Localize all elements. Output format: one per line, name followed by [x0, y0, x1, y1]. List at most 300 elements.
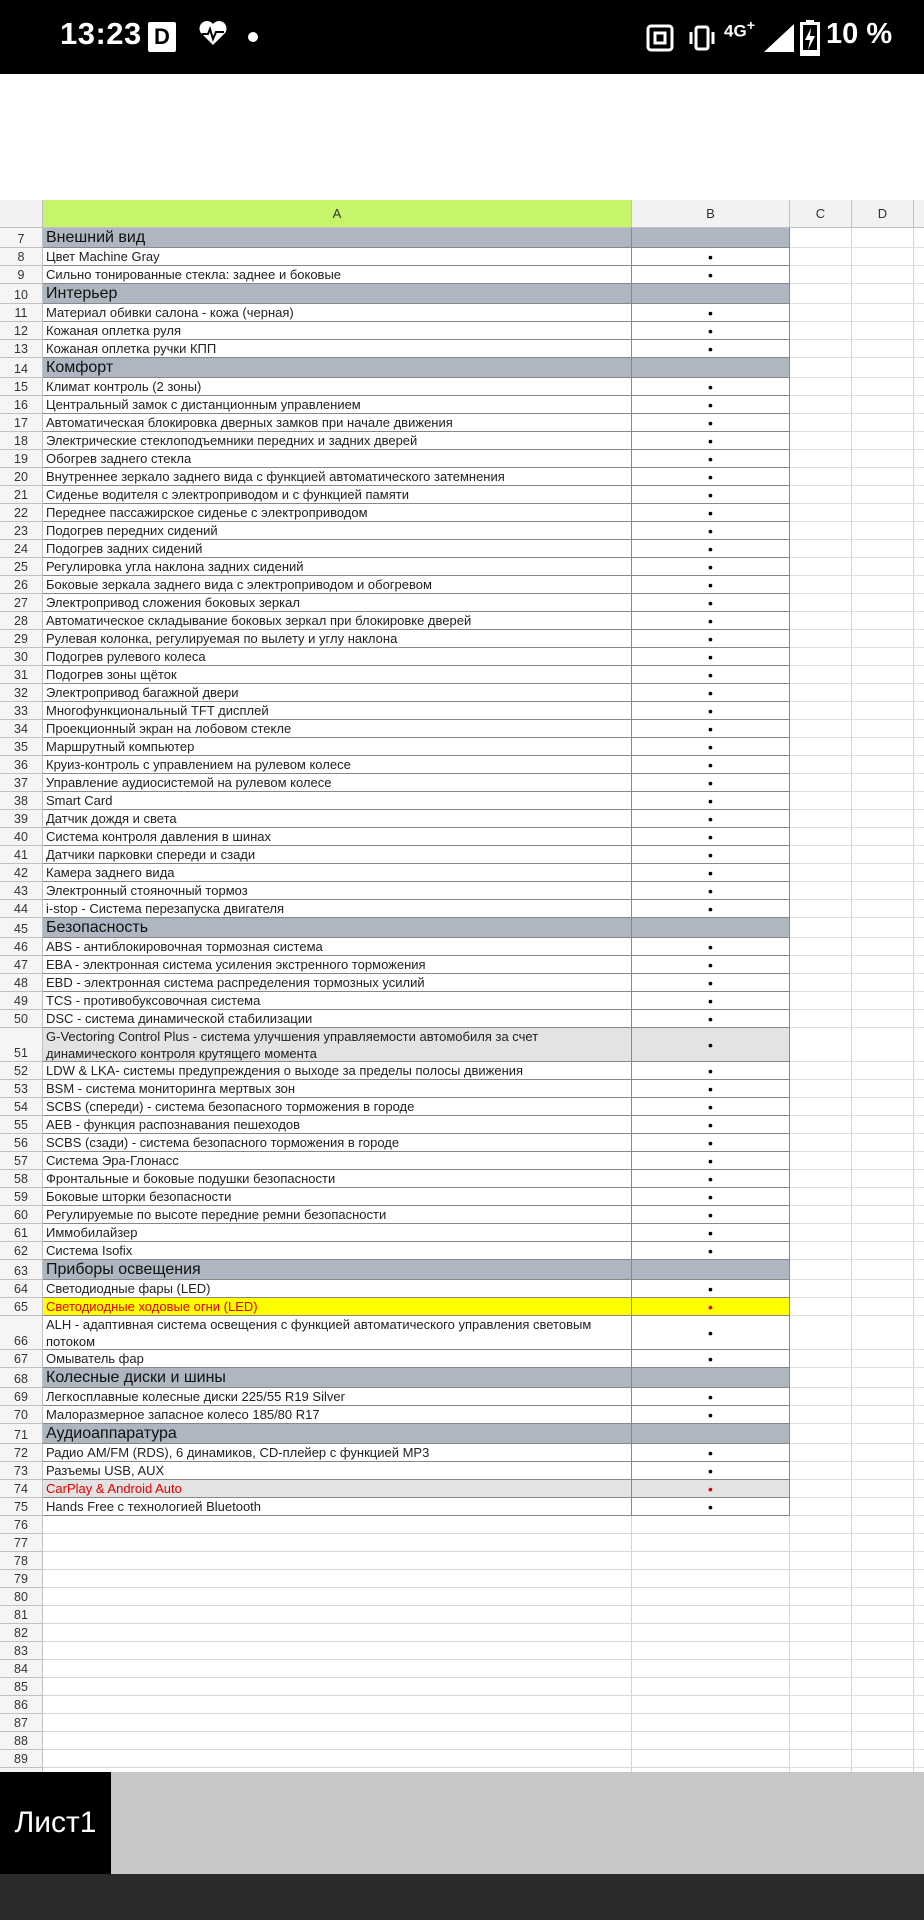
cell-c[interactable] — [790, 992, 852, 1010]
cell-a[interactable]: LDW & LKA- системы предупреждения о выходе за пределы полосы движения — [43, 1062, 632, 1080]
cell-d[interactable] — [852, 284, 914, 304]
row-number[interactable]: 80 — [0, 1588, 43, 1606]
cell-e[interactable] — [914, 1368, 924, 1388]
cell-a[interactable]: Электропривод багажной двери — [43, 684, 632, 702]
cell-a[interactable]: Переднее пассажирское сиденье с электроприводом — [43, 504, 632, 522]
row-number[interactable]: 51 — [0, 1028, 43, 1062]
row-number[interactable]: 55 — [0, 1116, 43, 1134]
cell-a[interactable]: EBD - электронная система распределения тормозных усилий — [43, 974, 632, 992]
cell-d[interactable] — [852, 1388, 914, 1406]
cell-a[interactable]: Датчики парковки спереди и сзади — [43, 846, 632, 864]
cell-c[interactable] — [790, 284, 852, 304]
cell-c[interactable] — [790, 576, 852, 594]
row-number[interactable]: 66 — [0, 1316, 43, 1350]
cell-a[interactable] — [43, 1516, 632, 1534]
cell-d[interactable] — [852, 792, 914, 810]
cell-d[interactable] — [852, 1368, 914, 1388]
cell-d[interactable] — [852, 630, 914, 648]
cell-c[interactable] — [790, 432, 852, 450]
cell-b[interactable]: • — [632, 450, 790, 468]
cell-b[interactable] — [632, 1552, 790, 1570]
cell-c[interactable] — [790, 266, 852, 284]
cell-d[interactable] — [852, 432, 914, 450]
row-number[interactable]: 19 — [0, 450, 43, 468]
row-number[interactable]: 59 — [0, 1188, 43, 1206]
cell-b[interactable]: • — [632, 956, 790, 974]
row-number[interactable]: 73 — [0, 1462, 43, 1480]
row-number[interactable]: 28 — [0, 612, 43, 630]
cell-c[interactable] — [790, 1028, 852, 1062]
cell-e[interactable] — [914, 266, 924, 284]
cell-c[interactable] — [790, 1010, 852, 1028]
cell-e[interactable] — [914, 304, 924, 322]
cell-b[interactable]: • — [632, 756, 790, 774]
cell-b[interactable]: • — [632, 810, 790, 828]
row-number[interactable]: 67 — [0, 1350, 43, 1368]
cell-e[interactable] — [914, 864, 924, 882]
corner-cell[interactable] — [0, 200, 43, 227]
row-number[interactable]: 11 — [0, 304, 43, 322]
cell-d[interactable] — [852, 1062, 914, 1080]
cell-a[interactable]: Легкосплавные колесные диски 225/55 R19 Silver — [43, 1388, 632, 1406]
cell-b[interactable]: • — [632, 414, 790, 432]
cell-d[interactable] — [852, 540, 914, 558]
cell-a[interactable]: SCBS (спереди) - система безопасного торможения в городе — [43, 1098, 632, 1116]
row-number[interactable]: 7 — [0, 228, 43, 248]
cell-b[interactable]: • — [632, 828, 790, 846]
cell-c[interactable] — [790, 1298, 852, 1316]
cell-b[interactable]: • — [632, 1480, 790, 1498]
row-number[interactable]: 84 — [0, 1660, 43, 1678]
cell-e[interactable] — [914, 540, 924, 558]
cell-b[interactable]: • — [632, 1242, 790, 1260]
cell-a[interactable]: Многофункциональный TFT дисплей — [43, 702, 632, 720]
cell-d[interactable] — [852, 1516, 914, 1534]
row-number[interactable]: 20 — [0, 468, 43, 486]
cell-d[interactable] — [852, 304, 914, 322]
row-number[interactable]: 21 — [0, 486, 43, 504]
cell-a[interactable]: Светодиодные фары (LED) — [43, 1280, 632, 1298]
cell-e[interactable] — [914, 702, 924, 720]
cell-b[interactable]: • — [632, 594, 790, 612]
cell-b[interactable]: • — [632, 540, 790, 558]
cell-b[interactable]: • — [632, 1010, 790, 1028]
column-header-d[interactable]: D — [852, 200, 914, 227]
cell-b[interactable] — [632, 1570, 790, 1588]
cell-b[interactable]: • — [632, 304, 790, 322]
cell-a[interactable]: Автоматическое складывание боковых зеркал при блокировке дверей — [43, 612, 632, 630]
cell-c[interactable] — [790, 1316, 852, 1350]
row-number[interactable]: 13 — [0, 340, 43, 358]
cell-d[interactable] — [852, 1732, 914, 1750]
cell-e[interactable] — [914, 1316, 924, 1350]
cell-e[interactable] — [914, 1624, 924, 1642]
cell-d[interactable] — [852, 1224, 914, 1242]
cell-b[interactable]: • — [632, 340, 790, 358]
cell-e[interactable] — [914, 666, 924, 684]
cell-d[interactable] — [852, 648, 914, 666]
cell-e[interactable] — [914, 522, 924, 540]
cell-c[interactable] — [790, 1696, 852, 1714]
cell-e[interactable] — [914, 1588, 924, 1606]
cell-d[interactable] — [852, 504, 914, 522]
cell-c[interactable] — [790, 522, 852, 540]
cell-e[interactable] — [914, 900, 924, 918]
cell-a[interactable] — [43, 1570, 632, 1588]
cell-e[interactable] — [914, 468, 924, 486]
cell-e[interactable] — [914, 504, 924, 522]
cell-b[interactable]: • — [632, 504, 790, 522]
cell-b[interactable]: • — [632, 378, 790, 396]
cell-c[interactable] — [790, 594, 852, 612]
cell-e[interactable] — [914, 756, 924, 774]
cell-e[interactable] — [914, 720, 924, 738]
row-number[interactable]: 10 — [0, 284, 43, 304]
cell-e[interactable] — [914, 414, 924, 432]
cell-e[interactable] — [914, 558, 924, 576]
cell-a[interactable] — [43, 1642, 632, 1660]
cell-e[interactable] — [914, 340, 924, 358]
cell-b[interactable]: • — [632, 1224, 790, 1242]
cell-e[interactable] — [914, 322, 924, 340]
cell-c[interactable] — [790, 228, 852, 248]
row-number[interactable]: 40 — [0, 828, 43, 846]
cell-d[interactable] — [852, 1678, 914, 1696]
cell-a[interactable] — [43, 1552, 632, 1570]
cell-e[interactable] — [914, 956, 924, 974]
row-number[interactable]: 89 — [0, 1750, 43, 1768]
cell-d[interactable] — [852, 1242, 914, 1260]
row-number[interactable]: 61 — [0, 1224, 43, 1242]
cell-e[interactable] — [914, 1098, 924, 1116]
row-number[interactable]: 34 — [0, 720, 43, 738]
cell-d[interactable] — [852, 702, 914, 720]
cell-c[interactable] — [790, 1534, 852, 1552]
cell-b[interactable]: • — [632, 684, 790, 702]
cell-b[interactable] — [632, 1606, 790, 1624]
cell-a[interactable]: SCBS (сзади) - система безопасного торможения в городе — [43, 1134, 632, 1152]
cell-e[interactable] — [914, 594, 924, 612]
cell-a[interactable]: Система Isofix — [43, 1242, 632, 1260]
column-header-e[interactable] — [914, 200, 924, 227]
row-number[interactable]: 45 — [0, 918, 43, 938]
cell-d[interactable] — [852, 738, 914, 756]
cell-e[interactable] — [914, 1116, 924, 1134]
cell-d[interactable] — [852, 1750, 914, 1768]
cell-b[interactable] — [632, 1516, 790, 1534]
row-number[interactable]: 70 — [0, 1406, 43, 1424]
cell-d[interactable] — [852, 684, 914, 702]
cell-a[interactable] — [43, 1714, 632, 1732]
cell-c[interactable] — [790, 974, 852, 992]
cell-d[interactable] — [852, 228, 914, 248]
cell-b[interactable] — [632, 1732, 790, 1750]
cell-c[interactable] — [790, 1462, 852, 1480]
row-number[interactable]: 87 — [0, 1714, 43, 1732]
cell-a[interactable]: Датчик дождя и света — [43, 810, 632, 828]
cell-a[interactable]: Приборы освещения — [43, 1260, 632, 1280]
cell-b[interactable] — [632, 358, 790, 378]
cell-e[interactable] — [914, 1696, 924, 1714]
cell-e[interactable] — [914, 1678, 924, 1696]
cell-e[interactable] — [914, 1498, 924, 1516]
cell-b[interactable]: • — [632, 486, 790, 504]
cell-b[interactable]: • — [632, 666, 790, 684]
cell-e[interactable] — [914, 576, 924, 594]
row-number[interactable]: 69 — [0, 1388, 43, 1406]
cell-c[interactable] — [790, 340, 852, 358]
cell-c[interactable] — [790, 666, 852, 684]
cell-c[interactable] — [790, 1750, 852, 1768]
column-header-a[interactable]: A — [43, 200, 632, 227]
cell-c[interactable] — [790, 774, 852, 792]
cell-c[interactable] — [790, 358, 852, 378]
row-number[interactable]: 82 — [0, 1624, 43, 1642]
cell-b[interactable]: • — [632, 1462, 790, 1480]
cell-d[interactable] — [852, 846, 914, 864]
cell-a[interactable]: i-stop - Система перезапуска двигателя — [43, 900, 632, 918]
cell-b[interactable] — [632, 1260, 790, 1280]
cell-b[interactable]: • — [632, 1116, 790, 1134]
cell-d[interactable] — [852, 774, 914, 792]
cell-a[interactable]: Боковые шторки безопасности — [43, 1188, 632, 1206]
cell-c[interactable] — [790, 1134, 852, 1152]
cell-b[interactable]: • — [632, 266, 790, 284]
cell-b[interactable]: • — [632, 648, 790, 666]
cell-d[interactable] — [852, 756, 914, 774]
cell-d[interactable] — [852, 414, 914, 432]
cell-e[interactable] — [914, 378, 924, 396]
cell-e[interactable] — [914, 1714, 924, 1732]
cell-d[interactable] — [852, 974, 914, 992]
cell-a[interactable]: Внешний вид — [43, 228, 632, 248]
cell-a[interactable]: Боковые зеркала заднего вида с электроприводом и обогревом — [43, 576, 632, 594]
cell-e[interactable] — [914, 1028, 924, 1062]
cell-e[interactable] — [914, 774, 924, 792]
cell-c[interactable] — [790, 1732, 852, 1750]
row-number[interactable]: 39 — [0, 810, 43, 828]
row-number[interactable]: 56 — [0, 1134, 43, 1152]
row-number[interactable]: 48 — [0, 974, 43, 992]
cell-b[interactable]: • — [632, 792, 790, 810]
cell-c[interactable] — [790, 612, 852, 630]
row-number[interactable]: 38 — [0, 792, 43, 810]
cell-c[interactable] — [790, 1444, 852, 1462]
cell-a[interactable]: Подогрев зоны щёток — [43, 666, 632, 684]
cell-d[interactable] — [852, 450, 914, 468]
cell-c[interactable] — [790, 468, 852, 486]
row-number[interactable]: 18 — [0, 432, 43, 450]
row-number[interactable]: 77 — [0, 1534, 43, 1552]
cell-a[interactable]: Регулировка угла наклона задних сидений — [43, 558, 632, 576]
cell-a[interactable]: G-Vectoring Control Plus - система улучшения управляемости автомобиля за счет динамического контроля крутящего момента — [43, 1028, 632, 1062]
cell-b[interactable]: • — [632, 1280, 790, 1298]
cell-c[interactable] — [790, 558, 852, 576]
cell-d[interactable] — [852, 378, 914, 396]
cell-b[interactable]: • — [632, 1388, 790, 1406]
cell-b[interactable] — [632, 1750, 790, 1768]
cell-c[interactable] — [790, 864, 852, 882]
cell-d[interactable] — [852, 1098, 914, 1116]
cell-b[interactable]: • — [632, 576, 790, 594]
cell-a[interactable]: Электрические стеклоподъемники передних и задних дверей — [43, 432, 632, 450]
row-number[interactable]: 79 — [0, 1570, 43, 1588]
cell-c[interactable] — [790, 846, 852, 864]
cell-a[interactable]: Омыватель фар — [43, 1350, 632, 1368]
cell-d[interactable] — [852, 486, 914, 504]
cell-d[interactable] — [852, 1696, 914, 1714]
cell-e[interactable] — [914, 1388, 924, 1406]
cell-e[interactable] — [914, 1570, 924, 1588]
cell-e[interactable] — [914, 228, 924, 248]
row-number[interactable]: 64 — [0, 1280, 43, 1298]
cell-e[interactable] — [914, 248, 924, 266]
cell-e[interactable] — [914, 486, 924, 504]
cell-c[interactable] — [790, 1350, 852, 1368]
cell-c[interactable] — [790, 1080, 852, 1098]
cell-e[interactable] — [914, 1424, 924, 1444]
cell-e[interactable] — [914, 792, 924, 810]
cell-e[interactable] — [914, 396, 924, 414]
cell-d[interactable] — [852, 1534, 914, 1552]
cell-a[interactable] — [43, 1624, 632, 1642]
cell-a[interactable]: Smart Card — [43, 792, 632, 810]
cell-b[interactable]: • — [632, 1188, 790, 1206]
cell-b[interactable] — [632, 228, 790, 248]
cell-d[interactable] — [852, 882, 914, 900]
cell-c[interactable] — [790, 1588, 852, 1606]
row-number[interactable]: 31 — [0, 666, 43, 684]
cell-e[interactable] — [914, 1280, 924, 1298]
cell-a[interactable]: Кожаная оплетка руля — [43, 322, 632, 340]
cell-d[interactable] — [852, 992, 914, 1010]
cell-c[interactable] — [790, 756, 852, 774]
cell-b[interactable] — [632, 1588, 790, 1606]
cell-e[interactable] — [914, 846, 924, 864]
cell-b[interactable]: • — [632, 396, 790, 414]
cell-e[interactable] — [914, 1750, 924, 1768]
cell-e[interactable] — [914, 992, 924, 1010]
cell-c[interactable] — [790, 1642, 852, 1660]
cell-c[interactable] — [790, 486, 852, 504]
row-number[interactable]: 81 — [0, 1606, 43, 1624]
cell-e[interactable] — [914, 1732, 924, 1750]
cell-a[interactable]: Маршрутный компьютер — [43, 738, 632, 756]
cell-c[interactable] — [790, 1606, 852, 1624]
cell-b[interactable]: • — [632, 612, 790, 630]
cell-d[interactable] — [852, 558, 914, 576]
cell-b[interactable] — [632, 918, 790, 938]
cell-d[interactable] — [852, 322, 914, 340]
cell-a[interactable]: Материал обивки салона - кожа (черная) — [43, 304, 632, 322]
cell-e[interactable] — [914, 1534, 924, 1552]
cell-a[interactable]: DSC - система динамической стабилизации — [43, 1010, 632, 1028]
spreadsheet-grid[interactable] — [0, 200, 924, 1772]
cell-d[interactable] — [852, 468, 914, 486]
cell-e[interactable] — [914, 1224, 924, 1242]
cell-b[interactable]: • — [632, 702, 790, 720]
row-number[interactable]: 47 — [0, 956, 43, 974]
cell-e[interactable] — [914, 630, 924, 648]
cell-c[interactable] — [790, 1062, 852, 1080]
cell-d[interactable] — [852, 1642, 914, 1660]
cell-b[interactable]: • — [632, 1298, 790, 1316]
cell-b[interactable]: • — [632, 774, 790, 792]
cell-d[interactable] — [852, 1588, 914, 1606]
cell-a[interactable]: ABS - антиблокировочная тормозная система — [43, 938, 632, 956]
cell-b[interactable]: • — [632, 938, 790, 956]
row-number[interactable]: 88 — [0, 1732, 43, 1750]
cell-e[interactable] — [914, 810, 924, 828]
cell-d[interactable] — [852, 1134, 914, 1152]
cell-a[interactable]: Система контроля давления в шинах — [43, 828, 632, 846]
cell-a[interactable]: Аудиоаппаратура — [43, 1424, 632, 1444]
cell-b[interactable]: • — [632, 864, 790, 882]
cell-d[interactable] — [852, 358, 914, 378]
cell-d[interactable] — [852, 1010, 914, 1028]
cell-c[interactable] — [790, 918, 852, 938]
cell-e[interactable] — [914, 1552, 924, 1570]
row-number[interactable]: 35 — [0, 738, 43, 756]
cell-d[interactable] — [852, 864, 914, 882]
cell-c[interactable] — [790, 1098, 852, 1116]
cell-a[interactable]: Колесные диски и шины — [43, 1368, 632, 1388]
cell-c[interactable] — [790, 792, 852, 810]
cell-b[interactable] — [632, 1714, 790, 1732]
cell-a[interactable]: Проекционный экран на лобовом стекле — [43, 720, 632, 738]
cell-d[interactable] — [852, 522, 914, 540]
row-number[interactable]: 78 — [0, 1552, 43, 1570]
row-number[interactable]: 46 — [0, 938, 43, 956]
cell-a[interactable]: Внутреннее зеркало заднего вида с функцией автоматического затемнения — [43, 468, 632, 486]
cell-a[interactable]: Иммобилайзер — [43, 1224, 632, 1242]
cell-b[interactable]: • — [632, 1406, 790, 1424]
cell-c[interactable] — [790, 630, 852, 648]
row-number[interactable]: 75 — [0, 1498, 43, 1516]
cell-a[interactable] — [43, 1588, 632, 1606]
cell-e[interactable] — [914, 918, 924, 938]
cell-d[interactable] — [852, 1260, 914, 1280]
row-number[interactable]: 63 — [0, 1260, 43, 1280]
cell-c[interactable] — [790, 396, 852, 414]
cell-b[interactable]: • — [632, 1062, 790, 1080]
row-number[interactable]: 25 — [0, 558, 43, 576]
cell-b[interactable]: • — [632, 1028, 790, 1062]
cell-a[interactable]: Климат контроль (2 зоны) — [43, 378, 632, 396]
cell-a[interactable] — [43, 1678, 632, 1696]
cell-a[interactable]: Регулируемые по высоте передние ремни безопасности — [43, 1206, 632, 1224]
cell-d[interactable] — [852, 918, 914, 938]
cell-c[interactable] — [790, 1242, 852, 1260]
cell-e[interactable] — [914, 284, 924, 304]
row-number[interactable]: 32 — [0, 684, 43, 702]
cell-c[interactable] — [790, 956, 852, 974]
cell-e[interactable] — [914, 648, 924, 666]
cell-c[interactable] — [790, 828, 852, 846]
cell-c[interactable] — [790, 1714, 852, 1732]
column-header-b[interactable]: B — [632, 200, 790, 227]
row-number[interactable]: 41 — [0, 846, 43, 864]
cell-b[interactable]: • — [632, 992, 790, 1010]
cell-d[interactable] — [852, 576, 914, 594]
row-number[interactable]: 74 — [0, 1480, 43, 1498]
row-number[interactable]: 23 — [0, 522, 43, 540]
cell-d[interactable] — [852, 1714, 914, 1732]
cell-c[interactable] — [790, 900, 852, 918]
cell-e[interactable] — [914, 1298, 924, 1316]
cell-a[interactable]: Система Эра-Глонасс — [43, 1152, 632, 1170]
cell-a[interactable]: Hands Free с технологией Bluetooth — [43, 1498, 632, 1516]
